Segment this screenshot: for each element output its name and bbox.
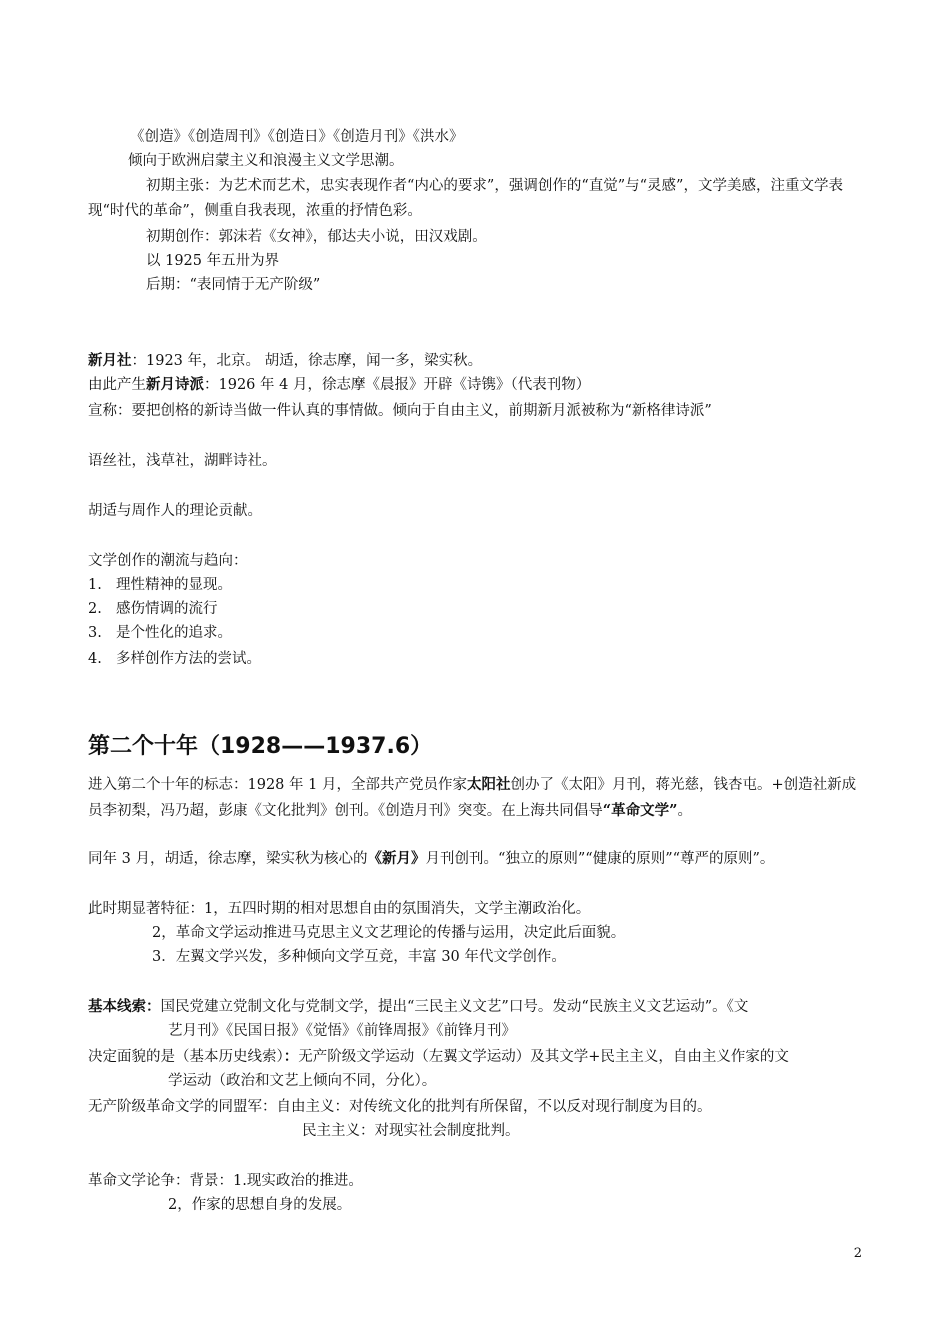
xinyue-claim-line: 宣称：要把创格的新诗当做一件认真的事情做。倾向于自由主义，前期新月派被称为“新格律诗派” [88, 403, 712, 419]
other-societies-line: 语丝社，浅草社，湖畔诗社。 [88, 453, 277, 469]
feature-line-3: 3．左翼文学兴发，多种倾向文学互竞，丰富 30 年代文学创作。 [152, 949, 566, 965]
journals-line: 《创造》《创造周刊》《创造日》《创造月刊》《洪水》 [130, 129, 464, 145]
debate-line: 革命文学论争：背景：1.现实政治的推进。 [88, 1173, 363, 1189]
list-item: 1. 理性精神的显现。 [88, 577, 232, 593]
list-item: 2. 感伤情调的流行 [88, 601, 218, 617]
list-item: 4. 多样创作方法的尝试。 [88, 651, 261, 667]
basic-clue-line-2: 艺月刊》《民国日报》《觉悟》《前锋周报》《前锋月刊》 [168, 1023, 516, 1039]
feature-line-1: 此时期显著特征：1，五四时期的相对思想自由的氛围消失，文学主潮政治化。 [88, 901, 591, 917]
second-decade-start-paragraph: 进入第二个十年的标志：1928 年 1 月，全部共产党员作家太阳社创办了《太阳》月刊，蒋光慈，钱杏屯。+创造社新成员李初梨，冯乃超，彭康《文化批判》创刊。《创造月刊》突变。在上海共同倡导“革命文学”。 [88, 776, 857, 819]
later-line: 后期：“表同情于无产阶级” [146, 277, 321, 293]
feature-line-2: 2，革命文学运动推进马克思主义文艺理论的传播与运用，决定此后面貌。 [152, 925, 626, 941]
early-works-line: 初期创作：郭沫若《女神》，郁达夫小说，田汉戏剧。 [146, 229, 487, 245]
xinyue-line: 新月社：1923 年，北京。 胡适，徐志摩，闻一多，梁实秋。 [88, 352, 483, 369]
theory-line: 胡适与周作人的理论贡献。 [88, 503, 262, 519]
tendency-line: 倾向于欧洲启蒙主义和浪漫主义文学思潮。 [128, 153, 404, 169]
list-item: 3. 是个性化的追求。 [88, 625, 232, 641]
debate-line-2: 2，作家的思想自身的发展。 [168, 1197, 352, 1213]
section-heading: 第二个十年（1928——1937.6） [88, 734, 433, 759]
basic-clue-line: 基本线索：国民党建立党制文化与党制文学，提出“三民主义文艺”口号。发动“民族主义文艺运动”。《文 [88, 998, 749, 1015]
boundary-line: 以 1925 年五卅为界 [146, 253, 280, 269]
decide-line-2: 学运动（政治和文艺上倾向不同，分化）。 [168, 1073, 437, 1089]
ally-line-2: 民主主义：对现实社会制度批判。 [302, 1123, 520, 1139]
xinyue-label: 新月社 [88, 352, 132, 369]
trends-title: 文学创作的潮流与趋向： [88, 553, 248, 569]
xinyue-monthly-paragraph: 同年 3 月，胡适，徐志摩，梁实秋为核心的《新月》月刊创刊。“独立的原则”“健康的原则”“尊严的原则”。 [88, 850, 775, 867]
xinyue-poetry-line: 由此产生新月诗派：1926 年 4 月，徐志摩《晨报》开辟《诗镌》（代表刊物） [88, 376, 591, 393]
ally-line: 无产阶级革命文学的同盟军：自由主义：对传统文化的批判有所保留，不以反对现行制度为目的。 [88, 1099, 712, 1115]
early-claim-paragraph: 初期主张：为艺术而艺术，忠实表现作者“内心的要求”，强调创作的“直觉”与“灵感”，文学美感，注重文学表现“时代的革命”，侧重自我表现，浓重的抒情色彩。 [88, 178, 843, 219]
page-number: 2 [853, 1246, 862, 1261]
decide-line: 决定面貌的是（基本历史线索）：无产阶级文学运动（左翼文学运动）及其文学+民主主义，自由主义作家的文 [88, 1048, 789, 1065]
